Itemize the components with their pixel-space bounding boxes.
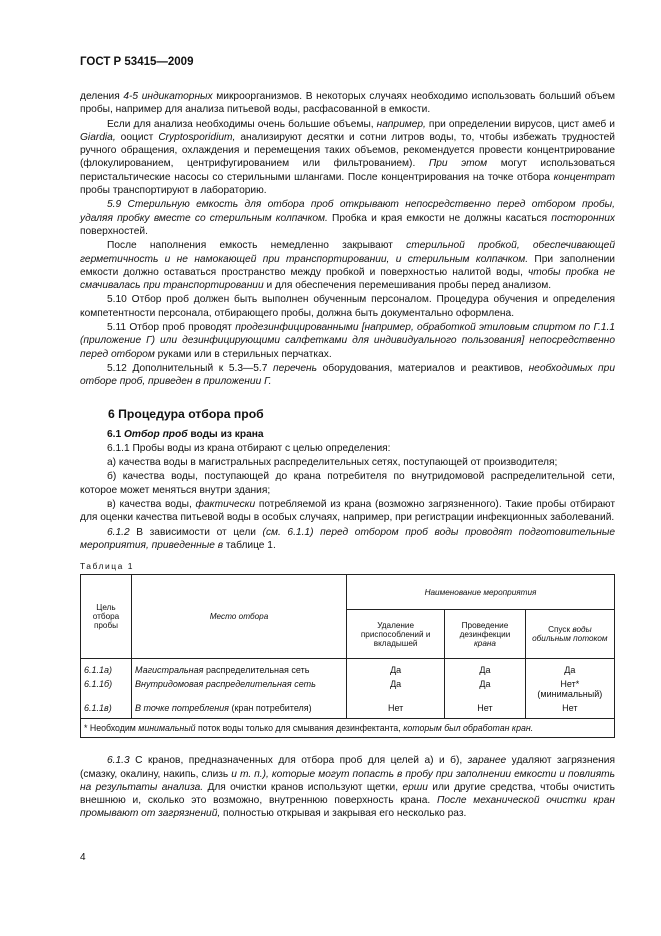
list-item-a: а) качества воды в магистральных распределительных сетях, поступающей от производителя; — [107, 457, 558, 469]
paragraph-5-11: 5.11 Отбор проб проводят продезинфицированными [например, обработкой этиловым спиртом по Г.1.1 (приложение Г) или дезинфицирующими салфетками для индивидуального пользования] непосредственно перед отбором руками или в стерильных перчатках. — [80, 322, 616, 360]
list-item-c: в) качества воды, фактически потребляемой из крана (возможно загрязненного). Такие пробы отбирают для оценки качества питьевой воды в особых случаях, например, при регистрации инфекционных заболеваний. — [80, 499, 615, 524]
page-number: 4 — [80, 852, 86, 863]
table-1 — [80, 574, 615, 738]
header-place: Место отбора — [132, 575, 347, 659]
table-row: 6.1.1б) Внутридомовая распределительная сеть Да Да Нет* (минимальный) — [81, 677, 615, 701]
header-remove-fixtures: Удаление приспособлений и вкладышей — [347, 610, 445, 659]
header-measures: Наименование мероприятия — [347, 575, 615, 610]
paragraph-5-10: 5.10 Отбор проб должен быть выполнен обученным персоналом. Процедура обучения и определения компетентности персонала, отбирающего пробы, должна быть документально оформлена. — [80, 294, 615, 319]
header-disinfection: Проведение дезинфекции крана — [445, 610, 525, 659]
paragraph-indicators: деления 4-5 индикаторных микроорганизмов. В некоторых случаях необходимо использовать больший объем пробы, например для анализа питьевой воды, расфасованной в емкости. — [80, 91, 615, 116]
table-row: 6.1.1в) В точке потребления (кран потребителя) Нет Нет Нет — [81, 701, 615, 719]
paragraph-large-volumes: Если для анализа необходимы очень большие объемы, например, при определении вирусов, цист амеб и Giardia, ооцист Cryptosporidium, анализируют десятки и сотни литров воды, то, чтобы избежать трудностей ручного обращения, охлаждения и перемещения таких объемов, рекомендуется провести концентрирование (флокулированием, центрифугированием или фильтрованием). При этом могут использоваться перистальтические насосы со стерильными шлангами. После концентрирования на точке отбора концентрат пробы транспортируют в лабораторию. — [80, 118, 615, 197]
header-flushing: Спуск воды обильным потоком — [525, 610, 614, 659]
subsection-6-1: 6.1 Отбор проб воды из крана — [107, 428, 264, 440]
paragraph-6-1-2: 6.1.2 В зависимости от цели (см. 6.1.1) перед отбором проб воды проводят подготовительные мероприятия, приведенные в таблице 1. — [80, 526, 615, 551]
paragraph-5-12: 5.12 Дополнительный к 5.3—5.7 перечень оборудования, материалов и реактивов, необходимых при отборе проб, приведен в приложении Г. — [80, 362, 615, 388]
section-title: 6 Процедура отбора проб — [108, 406, 264, 421]
table-row: 6.1.1а) Магистральная распределительная сеть Да Да Да — [81, 659, 615, 678]
paragraph-6-1-3: 6.1.3 С кранов, предназначенных для отбора проб для целей а) и б), заранее удаляют загрязнения (смазку, окалину, накипь, слизь и т. п.), которые могут попасть в пробу при заполнении емкости и повлиять на результаты анализа. Для очистки кранов используют щетки, ерши или другие средства, чтобы очистить внешнюю и, сколько это возможно, внутреннюю поверхность крана. После механической очистки кран промывают от загрязнений, полностью открывая и закрывая его несколько раз. — [80, 755, 615, 820]
paragraph-5-9: 5.9 Стерильную емкость для отбора проб открывают непосредственно перед отбором пробы, удаляя пробку вместе со стерильным колпачком. Пробка и края емкости не должны касаться посторонних поверхностей. — [80, 199, 616, 237]
table-footnote: * Необходим минимальный поток воды только для смывания дезинфектанта, которым был обработан кран. — [81, 719, 615, 738]
header-purpose: Цель отбора пробы — [81, 575, 132, 659]
document-page — [80, 56, 615, 821]
paragraph-6-1-1: 6.1.1 Пробы воды из крана отбирают с целью определения: — [107, 442, 391, 454]
paragraph-closing: После наполнения емкость немедленно закрывают стерильной пробкой, обеспечивающей герметичность и не намокающей при транспортировании, и стерильным колпачком. При заполнении емкости должно оставаться пространство между пробкой и поверхностью налитой воды, чтобы пробка не смачивалась при транспортировании и для обеспечения перемешивания пробы перед анализом. — [80, 240, 616, 292]
list-item-b: б) качества воды, поступающей до крана потребителя по внутридомовой распределительной сети, которое может меняться внутри здания; — [80, 471, 615, 496]
table-caption: Таблица 1 — [80, 561, 134, 572]
standard-header: ГОСТ Р 53415—2009 — [80, 56, 194, 68]
